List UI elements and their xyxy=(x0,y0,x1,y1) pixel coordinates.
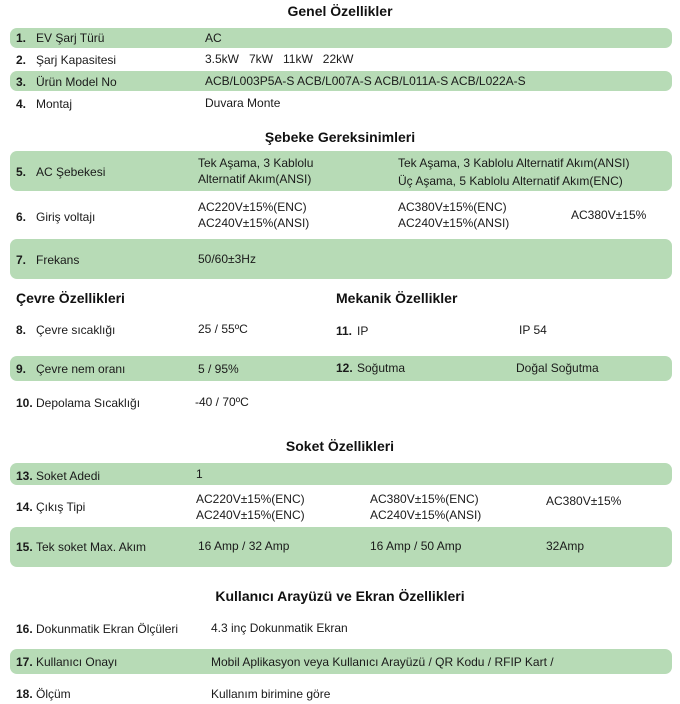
row-number: 18. xyxy=(16,687,33,701)
row-value: AC220V±15%(ENC) xyxy=(196,492,305,506)
row-band xyxy=(10,28,672,48)
row-value: 50/60±3Hz xyxy=(198,252,256,266)
row-label: Frekans xyxy=(36,253,80,267)
row-number: 1. xyxy=(16,31,27,45)
row-number: 4. xyxy=(16,97,27,111)
row-number: 8. xyxy=(16,323,27,337)
row-value: Üç Aşama, 5 Kablolu Alternatif Akım(ENC) xyxy=(398,174,623,188)
row-value: AC220V±15%(ENC) xyxy=(198,200,307,214)
row-value: Mobil Aplikasyon veya Kullanıcı Arayüzü / QR Kodu / RFIP Kart / xyxy=(211,655,554,669)
row-number: 16. xyxy=(16,622,33,636)
row-value: AC240V±15%(ANSI) xyxy=(398,216,510,230)
row-label: Ürün Model No xyxy=(36,75,117,89)
row-label: Soğutma xyxy=(357,361,406,375)
row-label: Dokunmatik Ekran Ölçüleri xyxy=(36,622,179,636)
row-value: Doğal Soğutma xyxy=(516,361,599,375)
row-value: AC xyxy=(205,31,222,45)
row-value: AC240V±15%(ENC) xyxy=(196,508,305,522)
row-label: Çıkış Tipi xyxy=(36,500,86,514)
row-value: Kullanım birimine göre xyxy=(211,687,331,701)
row-value: 25 / 55ºC xyxy=(198,322,248,336)
row-value: AC380V±15%(ENC) xyxy=(370,492,479,506)
row-value: AC240V±15%(ANSI) xyxy=(370,508,482,522)
row-value: Tek Aşama, 3 Kablolu Alternatif Akım(ANSI) xyxy=(398,156,630,170)
row-value: Duvara Monte xyxy=(205,96,281,110)
row-label: Çevre nem oranı xyxy=(36,362,126,376)
row-label: Çevre sıcaklığı xyxy=(36,323,116,337)
row-value: AC380V±15% xyxy=(546,494,622,508)
section-title-socket: Soket Özellikleri xyxy=(285,438,395,454)
row-number: 11. xyxy=(336,324,353,338)
section-title-grid: Şebeke Gereksinimleri xyxy=(264,129,416,145)
row-number: 3. xyxy=(16,75,27,89)
row-number: 10. xyxy=(16,396,33,410)
row-label: Depolama Sıcaklığı xyxy=(36,396,141,410)
row-value: 1 xyxy=(196,467,203,481)
row-number: 13. xyxy=(16,469,33,483)
row-value: Tek Aşama, 3 Kablolu xyxy=(198,156,314,170)
row-label: IP xyxy=(357,324,369,338)
row-label: Soket Adedi xyxy=(36,469,101,483)
row-number: 17. xyxy=(16,655,33,669)
row-label: AC Şebekesi xyxy=(36,165,106,179)
row-number: 5. xyxy=(16,165,27,179)
row-value: 3.5kW 7kW 11kW 22kW xyxy=(205,52,354,66)
row-number: 7. xyxy=(16,253,27,267)
row-number: 15. xyxy=(16,540,33,554)
section-title-ui: Kullanıcı Arayüzü ve Ekran Özellikleri xyxy=(215,588,465,604)
row-label: Şarj Kapasitesi xyxy=(36,53,117,67)
row-number: 6. xyxy=(16,210,27,224)
row-label: EV Şarj Türü xyxy=(36,31,105,45)
row-band xyxy=(10,463,672,485)
row-value: Alternatif Akım(ANSI) xyxy=(198,172,312,186)
row-value: 4.3 inç Dokunmatik Ekran xyxy=(211,621,348,635)
row-label: Montaj xyxy=(36,97,73,111)
row-value: AC240V±15%(ANSI) xyxy=(198,216,310,230)
row-number: 9. xyxy=(16,362,27,376)
row-value: 32Amp xyxy=(546,539,585,553)
row-number: 2. xyxy=(16,53,27,67)
section-title-general: Genel Özellikler xyxy=(287,3,393,19)
row-value: IP 54 xyxy=(519,323,547,337)
row-label: Giriş voltajı xyxy=(36,210,96,224)
row-value: AC380V±15%(ENC) xyxy=(398,200,507,214)
row-value: 16 Amp / 32 Amp xyxy=(198,539,290,553)
row-number: 12. xyxy=(336,361,353,375)
row-label: Ölçüm xyxy=(36,687,71,701)
section-title-mechanical: Mekanik Özellikler xyxy=(336,290,458,306)
row-number: 14. xyxy=(16,500,33,514)
section-title-environment: Çevre Özellikleri xyxy=(16,290,125,306)
row-value: ACB/L003P5A-S ACB/L007A-S ACB/L011A-S ACB/L022A-S xyxy=(205,74,526,88)
row-label: Tek soket Max. Akım xyxy=(36,540,147,554)
row-label: Kullanıcı Onayı xyxy=(36,655,118,669)
row-band xyxy=(10,239,672,279)
row-value: 16 Amp / 50 Amp xyxy=(370,539,462,553)
row-value: AC380V±15% xyxy=(571,208,647,222)
row-value: 5 / 95% xyxy=(198,362,239,376)
row-value: -40 / 70ºC xyxy=(195,395,249,409)
